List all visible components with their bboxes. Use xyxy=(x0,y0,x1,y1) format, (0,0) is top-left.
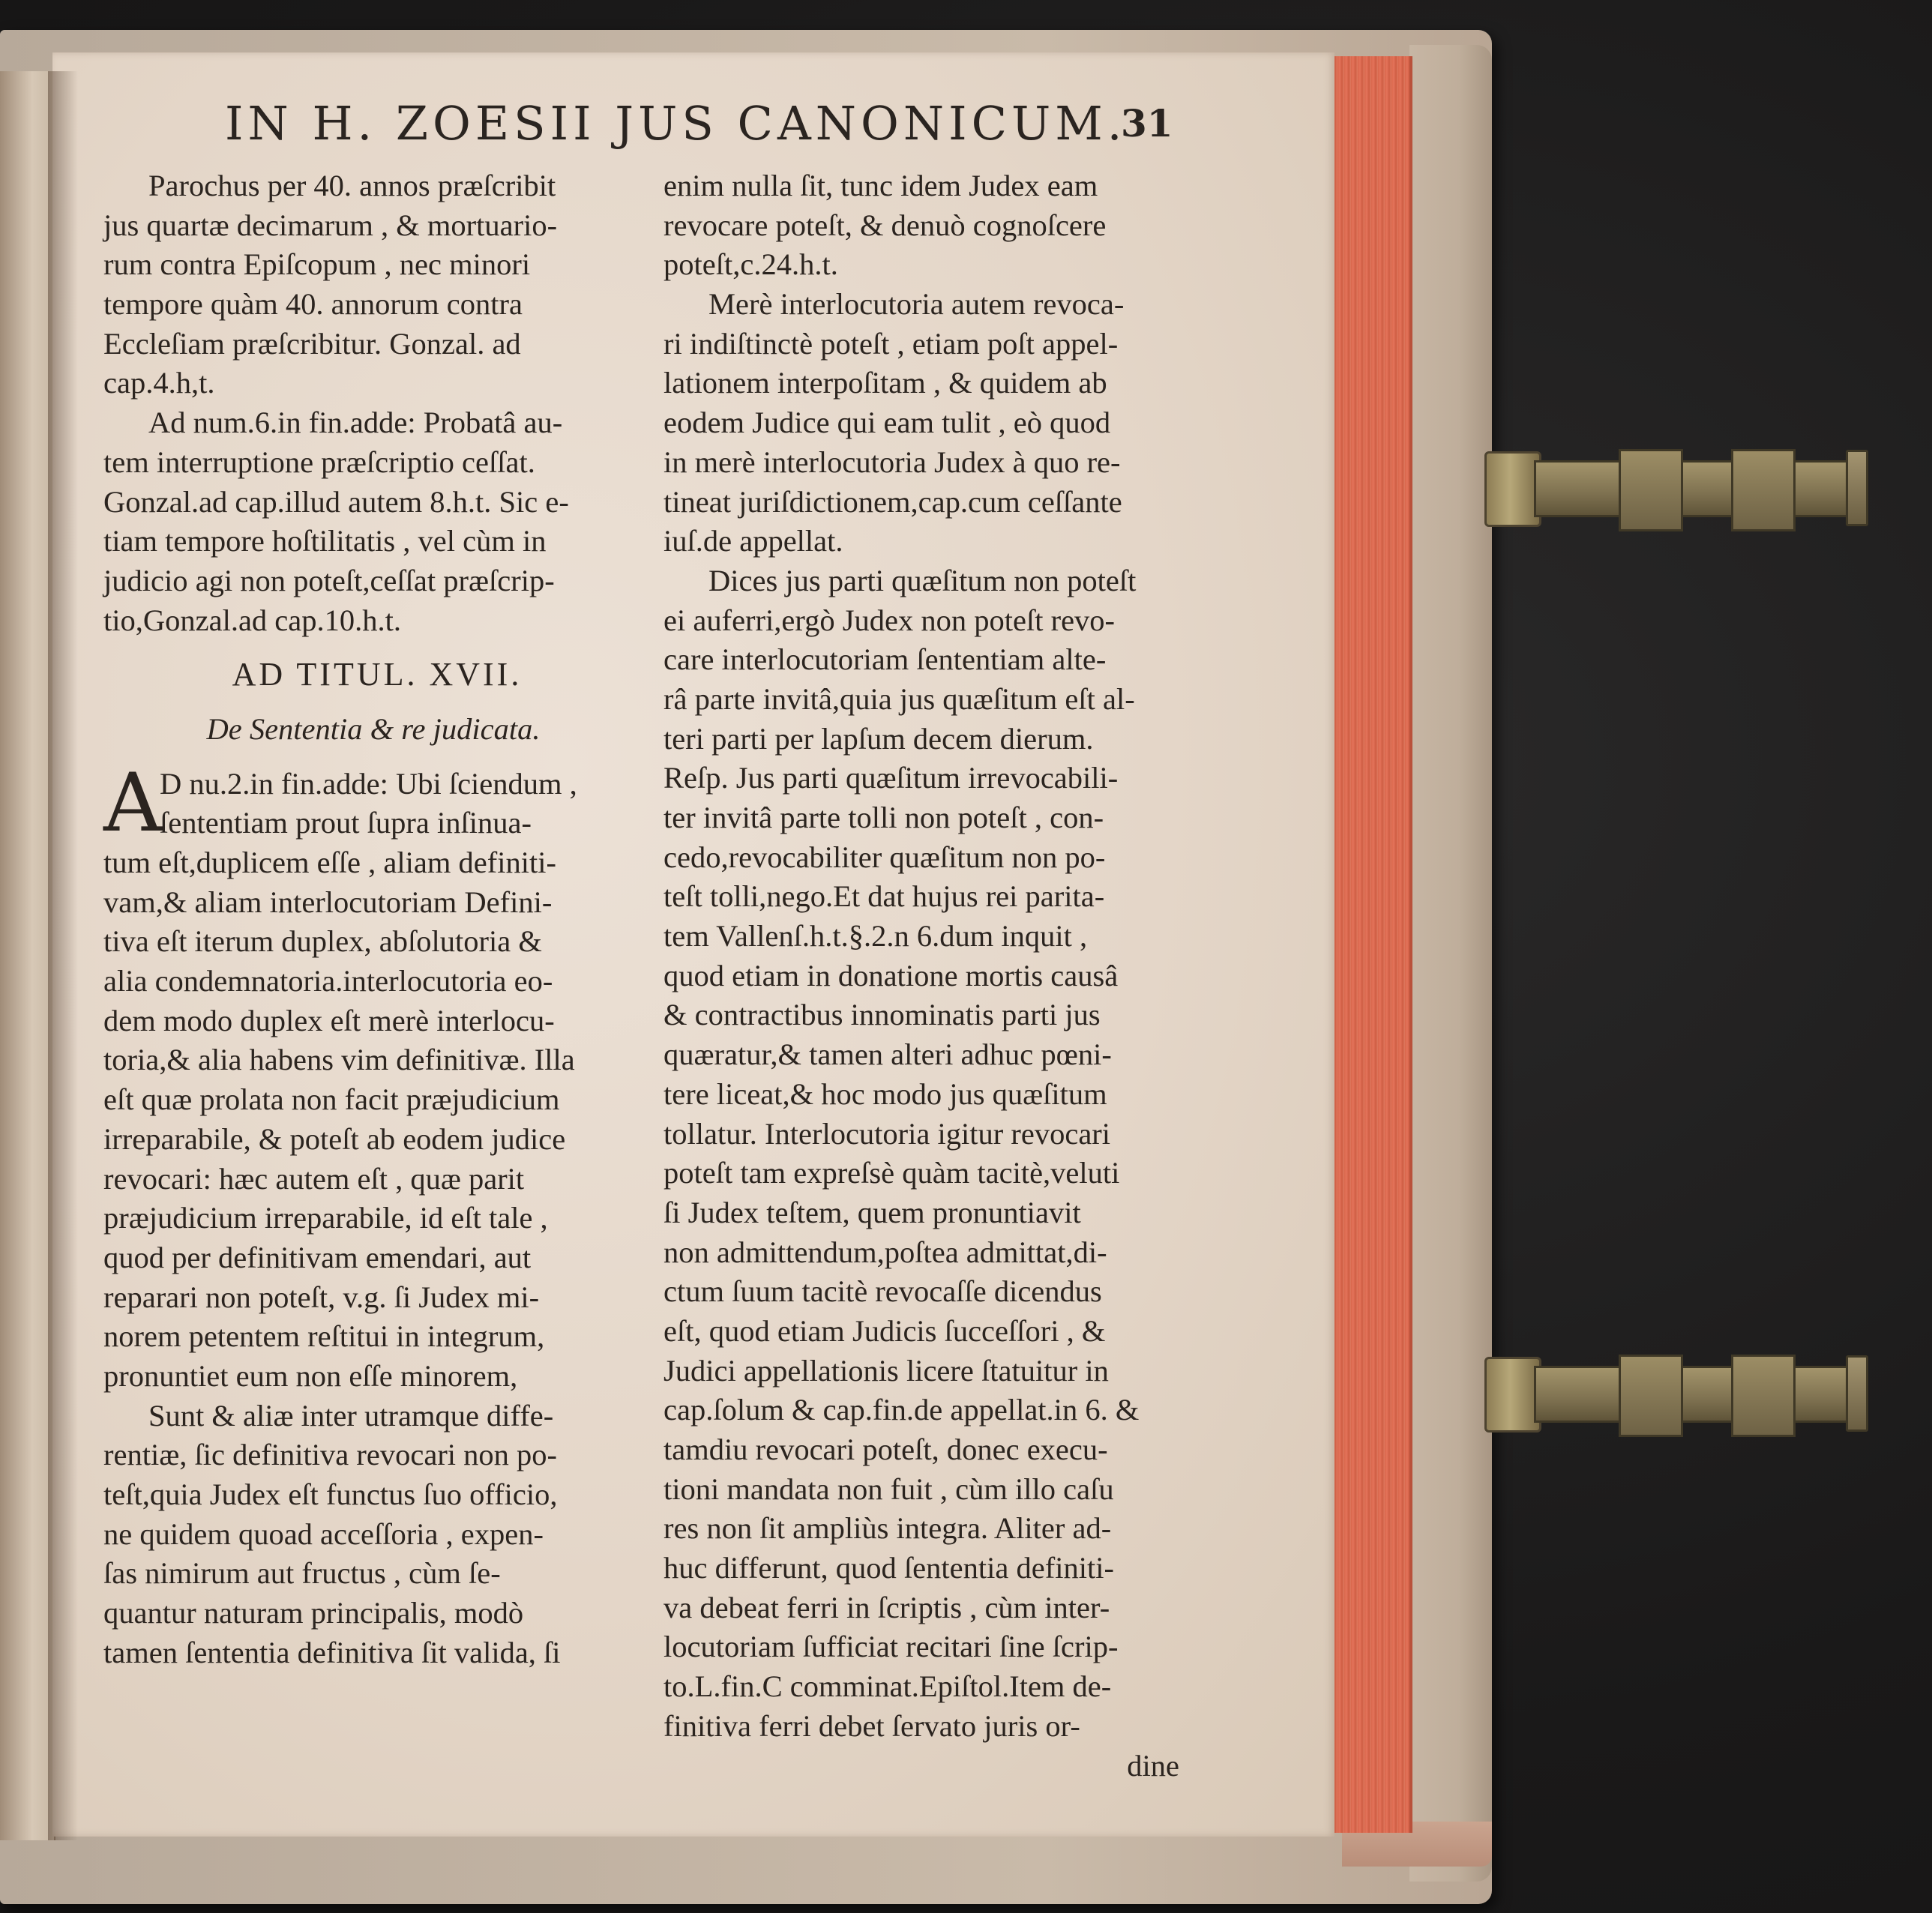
text-line: tio,Gonzal.ad cap.10.h.t. xyxy=(103,603,402,637)
text-line: ſi Judex teſtem, quem pronuntiavit xyxy=(663,1195,1081,1229)
text-line: cap.ſolum & cap.fin.de appellat.in 6. & xyxy=(663,1393,1140,1427)
text-line: Sunt & aliæ inter utramque diffe- xyxy=(148,1398,554,1433)
text-line: teſt,quia Judex eſt functus ſuo officio, xyxy=(103,1477,558,1511)
text-line: ne quidem quoad acceſſoria , expen- xyxy=(103,1516,544,1551)
running-head: IN H. ZOESII JUS CANONICUM. xyxy=(225,96,1127,151)
text-line: tioni mandata non fuit , cùm illo caſu xyxy=(663,1471,1114,1506)
text-line: ei auferri,ergò Judex non poteſt revo- xyxy=(663,603,1116,637)
text-line: Gonzal.ad cap.illud autem 8.h.t. Sic e- xyxy=(103,484,569,519)
text-line: rum contra Epiſcopum , nec minori xyxy=(103,247,531,282)
clasp-top-icon xyxy=(1484,444,1874,526)
paragraph-differences xyxy=(103,1397,628,1673)
text-line: eſt, quod etiam Judicis ſucceſſori , & xyxy=(663,1313,1106,1348)
text-line: vam,& aliam interlocutoriam Defini- xyxy=(103,885,553,919)
text-line: eodem Judice qui eam tulit , eò quod xyxy=(663,406,1111,440)
text-line: alia condemnatoria.interlocutoria eo- xyxy=(103,964,553,998)
text-line: judicio agi non poteſt,ceſſat præſcrip- xyxy=(103,563,555,597)
text-line: to.L.fin.C comminat.Epiſtol.Item de- xyxy=(663,1669,1112,1704)
text-line: va debeat ferri in ſcriptis , cùm inter- xyxy=(663,1590,1110,1624)
text-line: tamen ſententia definitiva ſit valida, ſi xyxy=(103,1635,561,1669)
text-line: dem modo duplex eſt merè interlocu- xyxy=(103,1003,555,1037)
text-line: quantur naturam principalis, modò xyxy=(103,1596,524,1630)
text-line: tamdiu revocari poteſt, donec execu- xyxy=(663,1433,1108,1466)
facing-page-edge xyxy=(0,71,55,1840)
text-line: ri indiſtinctè poteſt , etiam poſt appel- xyxy=(663,326,1119,361)
text-line: toria,& alia habens vim definitivæ. Illa xyxy=(103,1043,575,1077)
text-line: Dices jus parti quæſitum non poteſt xyxy=(708,563,1137,597)
text-line: ſententiam prout ſupra inſinua- xyxy=(160,806,532,840)
right-column xyxy=(663,166,1179,1786)
text-line: ter invitâ parte tolli non poteſt , con- xyxy=(663,801,1104,834)
text-line: Judici appellationis licere ſtatuitur in xyxy=(663,1353,1109,1388)
paragraph-sententia-body xyxy=(103,843,628,1397)
text-line: reparari non poteſt, v.g. ſi Judex mi- xyxy=(103,1280,540,1314)
text-line: præjudicium irreparabile, id eſt tale , xyxy=(103,1201,548,1235)
text-line: tineat juriſdictionem,cap.cum ceſſante xyxy=(663,484,1122,519)
paragraph-interruption xyxy=(103,403,628,640)
text-line: Eccleſiam præſcribitur. Gonzal. ad xyxy=(103,326,521,361)
text-line: in merè interlocutoria Judex à quo re- xyxy=(663,445,1121,479)
text-line: tiam tempore hoſtilitatis , vel cùm in xyxy=(103,524,547,558)
text-line: ctum ſuum tacitè revocaſſe dicendus xyxy=(663,1274,1102,1309)
paragraph-prescription xyxy=(103,166,628,403)
clasp-tip xyxy=(1846,450,1868,526)
text-line: cedo,revocabiliter quæſitum non po- xyxy=(663,840,1106,874)
clasp-tip xyxy=(1846,1355,1868,1432)
text-line: & contractibus innominatis parti jus xyxy=(663,998,1101,1032)
text-line: locutoriam ſufficiat recitari ſine ſcrip- xyxy=(663,1630,1119,1664)
text-line: norem petentem reſtitui in integrum, xyxy=(103,1319,545,1354)
text-line: lationem interpoſitam , & quidem ab xyxy=(663,366,1107,400)
text-line: poteſt,c.24.h.t. xyxy=(663,247,838,282)
text-line: quod etiam in donatione mortis causâ xyxy=(663,958,1119,992)
clasp-hinge xyxy=(1484,451,1541,527)
section-heading: AD TITUL. XVII. xyxy=(232,656,523,693)
text-line: eſt quæ prolata non facit præjudicium xyxy=(103,1082,560,1117)
clasp-bottom-icon xyxy=(1484,1349,1874,1432)
paragraph-dices xyxy=(663,561,1179,1747)
text-line: enim nulla ſit, tunc idem Judex eam xyxy=(663,169,1098,202)
text-line: tere liceat,& hoc modo jus quæſitum xyxy=(663,1076,1107,1111)
paragraph-nulla xyxy=(663,166,1179,285)
text-line: rentiæ, ſic definitiva revocari non po- xyxy=(103,1438,558,1472)
page-gutter-shadow xyxy=(48,71,78,1840)
text-line: cap.4.h,t. xyxy=(103,366,215,400)
left-column xyxy=(103,166,628,1672)
text-line: Parochus per 40. annos præſcribit xyxy=(148,169,556,202)
text-line: tum eſt,duplicem eſſe , aliam definiti- xyxy=(103,846,556,879)
page-number: 31 xyxy=(1121,101,1173,145)
text-line: teri parti per lapſum decem dierum. xyxy=(663,721,1094,756)
text-line: teſt tolli,nego.Et dat hujus rei parita- xyxy=(663,879,1105,914)
catchword: dine xyxy=(1127,1748,1179,1783)
text-line: care interlocutoriam ſententiam alte- xyxy=(663,642,1107,677)
text-line: quæratur,& tamen alteri adhuc pœni- xyxy=(663,1037,1112,1072)
paragraph-interlocutoria xyxy=(663,285,1179,561)
text-line: iuſ.de appellat. xyxy=(663,524,843,558)
text-line: finitiva ferri debet ſervato juris or- xyxy=(663,1708,1080,1743)
text-line: D nu.2.in fin.adde: Ubi ſciendum , xyxy=(160,766,577,801)
clasp-hinge xyxy=(1484,1357,1541,1433)
text-line: Reſp. Jus parti quæſitum irrevocabili- xyxy=(663,761,1119,795)
text-line: quod per definitivam emendari, aut xyxy=(103,1240,532,1274)
text-line: jus quartæ decimarum , & mortuario- xyxy=(103,208,558,242)
paragraph-sententia xyxy=(103,756,628,850)
text-line: ſas nimirum aut fructus , cùm ſe- xyxy=(103,1556,501,1591)
page-fore-edge xyxy=(1331,56,1412,1833)
text-line: tollatur. Interlocutoria igitur revocari xyxy=(663,1116,1111,1151)
text-line: revocare poteſt, & denuò cognoſcere xyxy=(663,208,1107,242)
text-line: tempore quàm 40. annorum contra xyxy=(103,287,523,322)
text-line: râ parte invitâ,quia jus quæſitum eſt al- xyxy=(663,681,1135,716)
text-line: poteſt tam expreſsè quàm tacitè,veluti xyxy=(663,1156,1120,1190)
text-line: res non ſit ampliùs integra. Aliter ad- xyxy=(663,1511,1112,1546)
section-subheading: De Sententia & re judicata. xyxy=(206,711,541,746)
text-line: non admittendum,poſtea admittat,di- xyxy=(663,1235,1107,1269)
text-line: tem Vallenſ.h.t.§.2.n 6.dum inquit , xyxy=(663,919,1088,954)
text-line: Merè interlocutoria autem revoca- xyxy=(708,287,1125,322)
text-line: tem interruptione præſcriptio ceſſat. xyxy=(103,445,535,479)
clasp-bar xyxy=(1534,460,1853,517)
text-line: revocari: hæc autem eſt , quæ parit xyxy=(103,1161,525,1196)
text-line: tiva eſt iterum duplex, abſolutoria & xyxy=(103,924,542,959)
text-line: irreparabile, & poteſt ab eodem judice xyxy=(103,1121,566,1156)
cover-board-edge xyxy=(1409,45,1492,1882)
drop-capital: A xyxy=(103,756,162,850)
text-line: huc differunt, quod ſententia definiti- xyxy=(663,1551,1114,1585)
text-line: Ad num.6.in fin.adde: Probatâ au- xyxy=(148,406,563,440)
text-line: pronuntiet eum non eſſe minorem, xyxy=(103,1358,518,1393)
clasp-bar xyxy=(1534,1366,1853,1423)
